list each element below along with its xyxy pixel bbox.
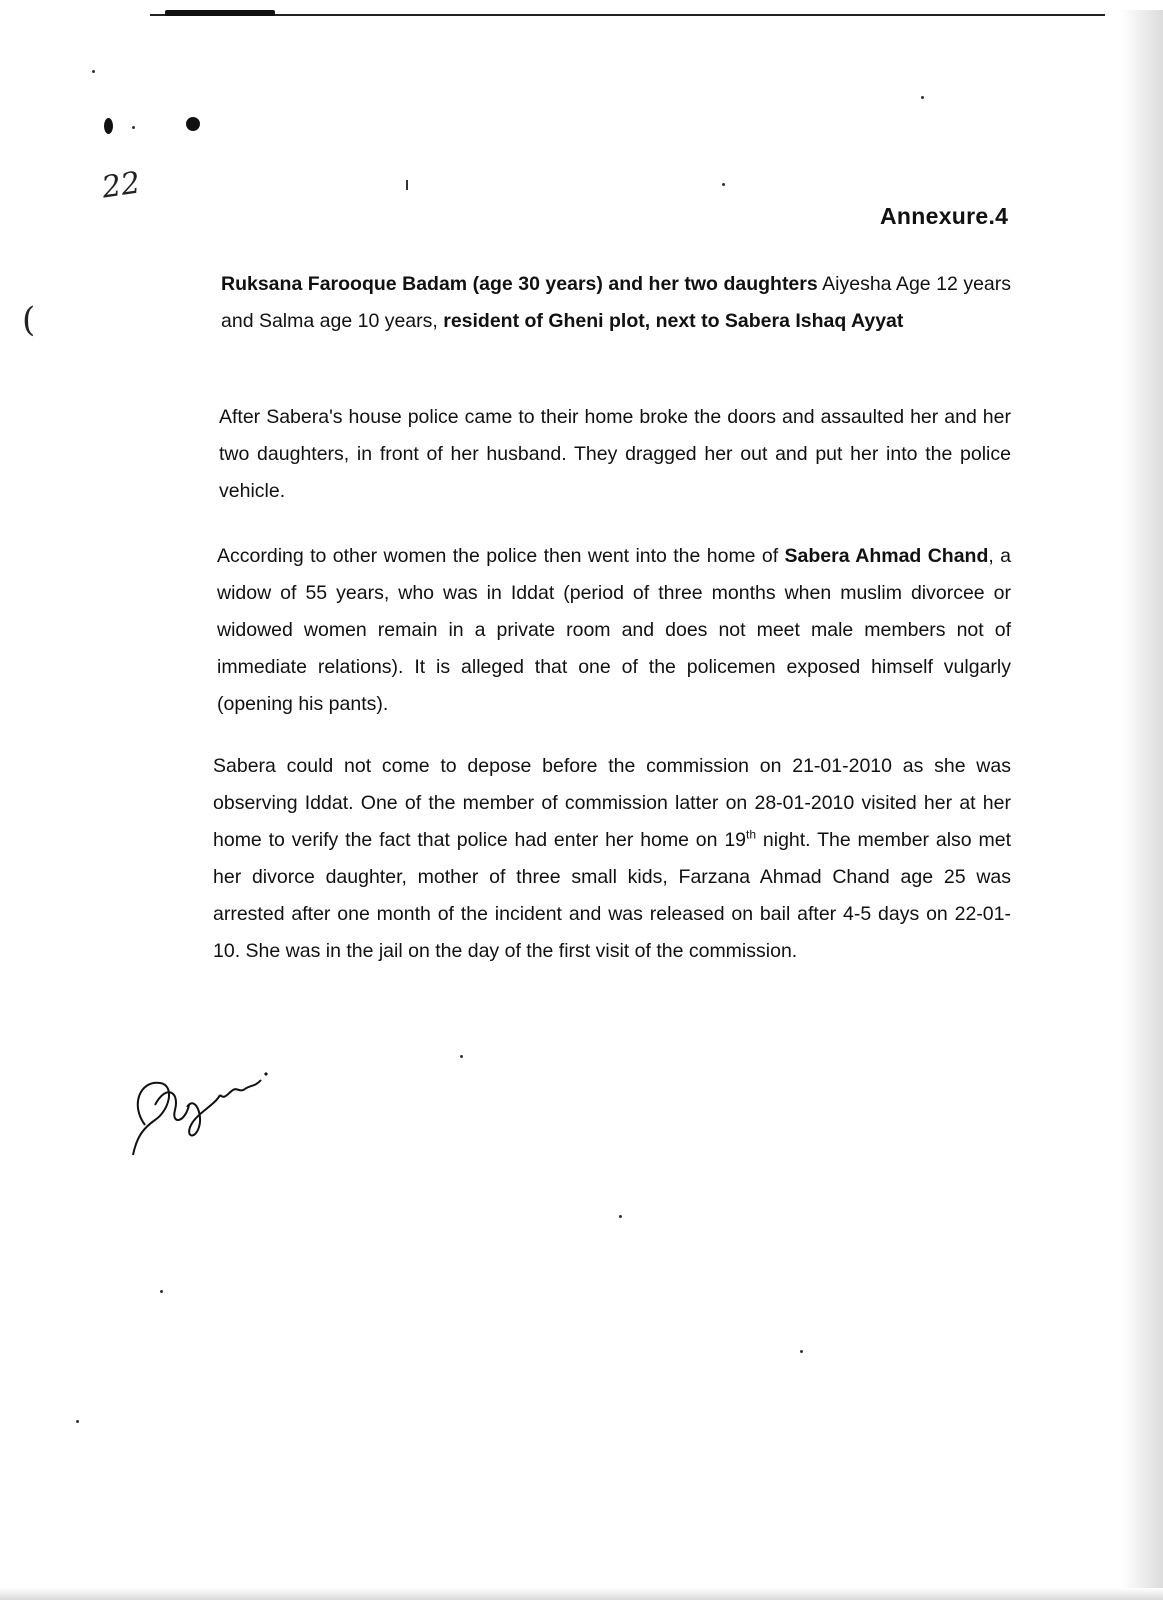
scan-smudge (165, 10, 275, 16)
margin-bracket-mark: ( (22, 300, 36, 340)
scan-speck (722, 183, 725, 186)
daughters-ages: Aiyesha Age 12 years and Salma age 10 years, (221, 273, 1011, 332)
paragraph-victims (221, 266, 1011, 340)
scan-speck (76, 1420, 79, 1423)
sabera-name-bold: Sabera Ahmad Chand (784, 545, 989, 567)
scan-speck (160, 1290, 163, 1293)
scan-right-edge (1120, 10, 1163, 1600)
iddat-intro: According to other women the police then went into the home of (217, 545, 785, 567)
scan-speck (406, 180, 408, 190)
handwritten-signature (125, 1065, 285, 1165)
paragraph-commission (213, 748, 1011, 970)
scan-speck (921, 96, 924, 99)
paragraph-assault: After Sabera's house police came to their home broke the doors and assaulted her and her two daughters, in front of her husband. They dragged her out and put her into the police vehicle. (219, 406, 1011, 502)
annexure-heading: Annexure.4 (880, 203, 1009, 229)
handwritten-page-number: 22 (99, 165, 143, 206)
paragraph-iddat (217, 538, 1011, 723)
victims-names-bold: Ruksana Farooque Badam (age 30 years) and her two daughters (221, 273, 818, 295)
ink-blot (104, 118, 113, 134)
top-border-line (150, 14, 1105, 16)
ink-blot (186, 117, 200, 131)
residence-bold: resident of Gheni plot, next to Sabera Ishaq Ayyat (443, 310, 904, 332)
scan-speck (800, 1350, 803, 1353)
commission-text-part1: Sabera could not come to depose before the commission on 21-01-2010 as she was observing Iddat. One of the member of commission latter on 28-01-2010 visited her at her home to verify the fact that police had enter her home on 19 (213, 755, 1011, 851)
commission-text-part2: night. The member also met her divorce daughter, mother of three small kids, Farzana Ahmad Chand age 25 was arrested after one month of the incident and was released on bail after 4-5 days on 22-01-10. She was in the jail on the day of the first visit of the commission. (213, 829, 1011, 962)
ordinal-suffix: th (746, 827, 757, 842)
scan-speck (460, 1055, 463, 1058)
scan-speck (92, 70, 95, 73)
scan-speck (132, 126, 135, 129)
scan-bottom-edge (0, 1588, 1163, 1600)
iddat-details: , a widow of 55 years, who was in Iddat (period of three months when muslim divorcee or widowed women remain in a private room and does not meet male members not of immediate relations). It is alleged that one of the policemen exposed himself vulgarly (opening his pants). (217, 545, 1011, 715)
scan-speck (619, 1215, 622, 1218)
